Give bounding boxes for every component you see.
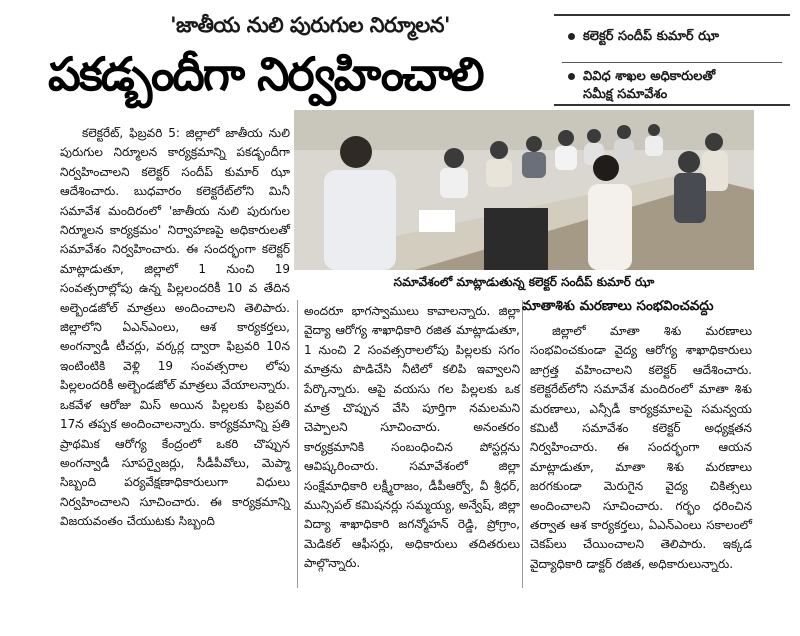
article-paragraph: జిల్లాలో మాతా శిశు మరణాలు సంభవించకుండా వైద్య ఆరోగ్య శాఖాధికారులు జాగ్రత్త వహించాలని కలెక్టర్ ఆదేశించారు. కలెక్టరేట్‌లోని సమావేశ మందిరంలో మాతా శిశు మరణాలు, ఎన్సీడీ కార్యక్రమాలపై సమన్వయ కమిటీ సమావేశం కలెక్టర్ అధ్యక్షతన నిర్వహించారు. ఈ సందర్భంగా ఆయన మాట్లాడుతూ, మాతా శిశు మరణాలు జరగకుండా మెరుగైన వైద్య చికిత్సలు అందించాలని సూచించారు. గర్భం ధరించిన తర్వాత ఆశ కార్యకర్తలు, ఏఎన్ఎంలు సకాలంలో చెకప్‌లు చేయించాలని తెలిపారు. ఇక్కడ వైద్యాధికారి డాక్టర్ రజిత, అధికారులున్నారు. (530, 324, 752, 571)
article-column-3 (530, 322, 752, 574)
article-paragraph: కలెక్టరేట్, ఫిబ్రవరి 5: జిల్లాలో జాతీయ నులి పురుగుల నిర్మూలన కార్యక్రమాన్ని పకడ్బందీగా నిర్వహించాలని కలెక్టర్ సందీప్ కుమార్ ఝా ఆదేశించారు. బుధవారం కలెక్టరేట్‌లోని మినీ సమావేశ మందిరంలో 'జాతీయ నులి పురుగుల నిర్మూలన కార్యక్రమం' నిర్వాహణపై అధికారులతో సమావేశం నిర్వహించారు. ఈ సందర్భంగా కలెక్టర్ మాట్లాడుతూ, జిల్లాలో 1 నుంచి 19 సంవత్సరాల్లోపు ఉన్న పిల్లలందరికీ 10 వ తేదిన అల్బెండజోల్ మాత్రలు అందించాలని తెలిపారు. జిల్లాలోని ఏఎన్ఎంలు, ఆశ కార్యకర్తలు, అంగన్వాడీ టీచర్లు, వర్కర్ల ద్వారా ఫిబ్రవరి 10న ఇంటింటికి వెళ్లి 19 సంవత్సరాల లోపు పిల్లలందరికీ అల్బెండజోల్ మాత్రలు వేయాలన్నారు. ఒకవేళ ఆరోజు మిస్ అయిన పిల్లలకు ఫిబ్రవరి 17న తప్పక అందించాలన్నారు. కార్యక్రమాన్ని ప్రతి ప్రాథమిక ఆరోగ్య కేంద్రంలో ఒకరి చొప్పున అంగన్వాడీ సూపర్వైజర్లు, సీడీపీవోలు, మెప్మా సిబ్బంది పర్యవేక్షణాధికారులుగా విధులు నిర్వహించాలని సూచించారు. ఈ కార్యక్రమాన్ని విజయవంతం చేయుటకు సిబ్బంది (60, 126, 290, 529)
highlight-divider (562, 62, 782, 63)
highlights-box (554, 14, 790, 106)
article-column-1 (60, 124, 290, 532)
highlight-item (568, 68, 715, 86)
article-paragraph: అందరూ భాగస్వాములు కావాలన్నారు. జిల్లా వైద్యా ఆరోగ్య శాఖాధికారి రజిత మాట్లాడుతూ, 1 నుంచి 2 సంవత్సరాలలోపు పిల్లలకు సగం మాత్రను పొడిచేసి నీటిలో కలిపి ఇవ్వాలని పేర్కొన్నారు. ఆపై వయసు గల పిల్లలకు ఒక మాత్ర చొప్పున వేసి పూర్తిగా నమలమని చెప్పాలని సూచించారు. అనంతరం కార్యక్రమానికి సంబంధించిన పోస్టర్లను ఆవిష్కరించారు. సమావేశంలో జిల్లా సంక్షేమాధికారి లక్ష్మీరాజం, డీపీఆర్వో, వీ శ్రీధర్, మున్సిపల్ కమిషనర్లు సమ్మయ్య, అన్వేష్, జిల్లా విద్యా శాఖాధికారి జగన్మోహన్ రెడ్డి, ప్రోగ్రాం, మెడికల్ ఆఫీసర్లు, అధికారులు తదితరులు పాల్గొన్నారు. (304, 304, 520, 571)
column-rule (297, 300, 298, 588)
secondary-headline: మాతాశిశు మరణాలు సంభవించవద్దు (522, 298, 714, 314)
highlight-text: వివిధ శాఖల అధికారులతో (583, 69, 716, 84)
bullet-icon (568, 73, 575, 80)
column-rule (522, 300, 523, 588)
highlight-item (568, 28, 719, 46)
highlight-item (583, 86, 667, 104)
highlight-text: కలెక్టర్ సందీప్ కుమార్ ఝా (583, 29, 720, 44)
bullet-icon (568, 33, 575, 40)
article-column-2 (304, 302, 520, 574)
meeting-photo-illustration (294, 110, 754, 270)
highlight-text: సమీక్ష సమావేశం (583, 87, 668, 102)
photo-caption: సమావేశంలో మాట్లాడుతున్న కలెక్టర్ సందీప్ కుమార్ ఝా (393, 275, 655, 289)
kicker-headline: 'జాతీయ నులి పురుగుల నిర్మూలన' (170, 13, 450, 37)
main-headline: పకడ్బందీగా నిర్వహించాలి (48, 47, 483, 101)
meeting-photo (294, 110, 754, 270)
